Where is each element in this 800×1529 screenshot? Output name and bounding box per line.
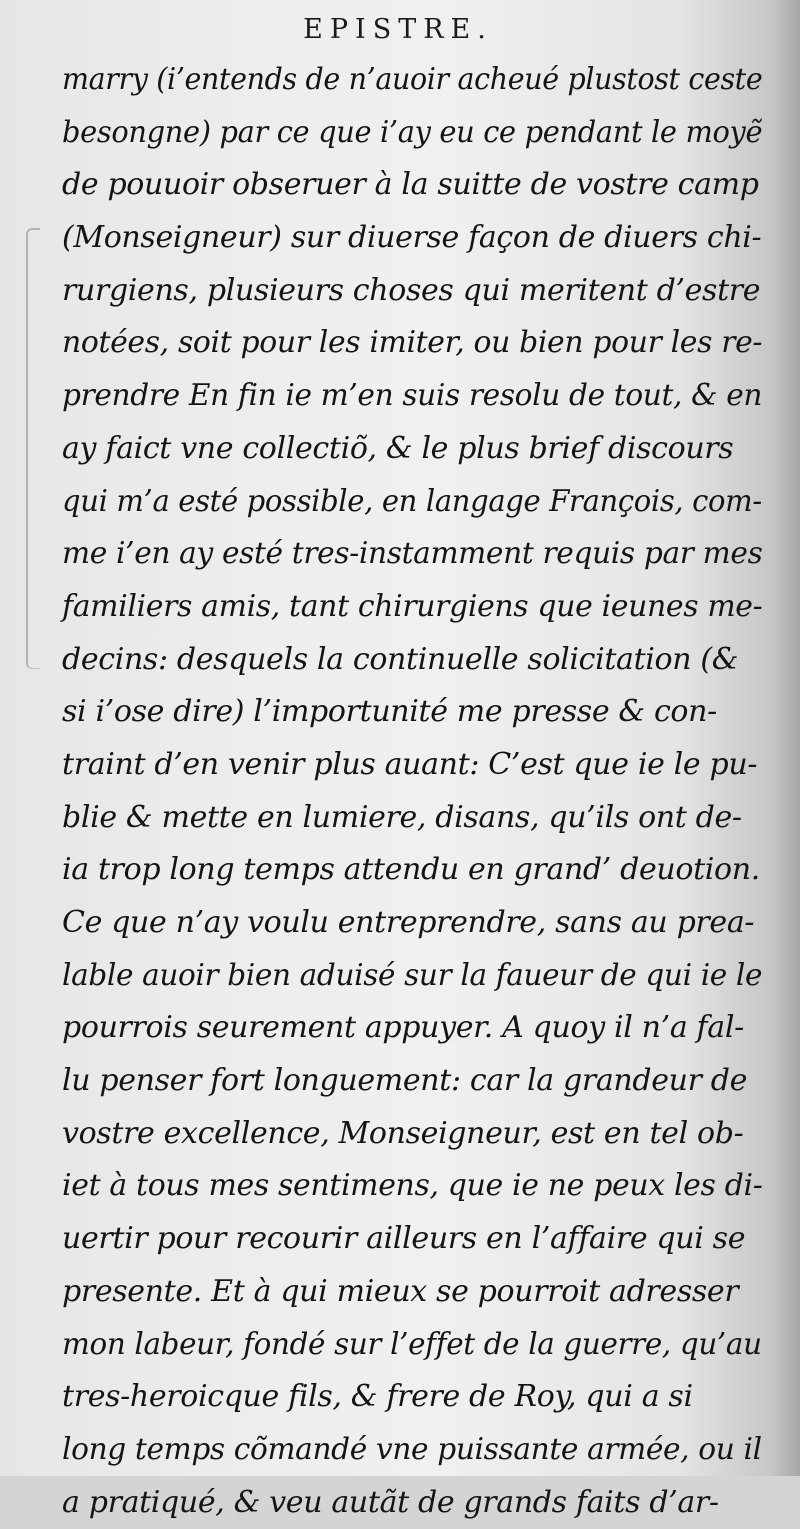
text-line: besongne) par ce que i’ay eu ce pendant le moyẽ	[62, 114, 763, 150]
text-line: presente. Et à qui mieux se pourroit adresser	[62, 1273, 739, 1309]
text-line: decins: desquels la continuelle solicitation (&	[62, 641, 739, 677]
text-line: long temps cõmandé vne puissante armée, ou il	[62, 1431, 762, 1467]
text-line: de pouuoir obseruer à la suitte de vostre camp	[62, 167, 759, 203]
text-line: pourrois seurement appuyer. A quoy il n’a fal-	[62, 1010, 744, 1046]
text-line: notées, soit pour les imiter, ou bien pour les re-	[62, 325, 763, 361]
text-line: Ce que n’ay voulu entreprendre, sans au prea-	[62, 905, 755, 940]
page-edge-shadow	[772, 0, 800, 1476]
margin-bracket-mark	[26, 228, 40, 669]
text-line: vostre excellence, Monseigneur, est en tel ob-	[62, 1115, 744, 1151]
text-line: lable auoir bien aduisé sur la faueur de qui ie le	[62, 957, 763, 993]
text-line: prendre En fin ie m’en suis resolu de tout, & en	[62, 378, 763, 414]
text-line: si i’ose dire) l’importunité me presse & con-	[62, 694, 717, 730]
text-line: ia trop long temps attendu en grand’ deuotion.	[62, 852, 760, 888]
text-line: tres-heroicque fils, & frere de Roy, qui a si	[62, 1379, 693, 1415]
text-line: lu penser fort longuement: car la grandeur de	[62, 1063, 748, 1099]
text-line: qui m’a esté possible, en langage François, com-	[62, 483, 762, 519]
text-line: traint d’en venir plus auant: C’est que ie le pu-	[62, 746, 758, 782]
text-line: me i’en ay esté tres-instamment requis par mes	[62, 536, 763, 572]
running-header: EPISTRE.	[303, 14, 493, 45]
text-line: ay faict vne collectiõ, & le plus brief discours	[62, 430, 734, 466]
text-line: rurgiens, plusieurs choses qui meritent d’estre	[62, 272, 761, 308]
text-line: (Monseigneur) sur diuerse façon de diuers chi-	[62, 220, 762, 256]
text-line: uertir pour recourir ailleurs en l’affaire qui se	[62, 1221, 746, 1257]
text-line: blie & mette en lumiere, disans, qu’ils ont de-	[62, 799, 742, 835]
text-line: mon labeur, fondé sur l’effet de la guerre, qu’au	[62, 1326, 762, 1362]
text-line: marry (i’entends de n’auoir acheué plustost ceste	[62, 62, 763, 97]
text-line: familiers amis, tant chirurgiens que ieunes me-	[62, 588, 763, 624]
body-text	[62, 54, 762, 1529]
text-line: iet à tous mes sentimens, que ie ne peux les di-	[62, 1168, 763, 1204]
text-line: a pratiqué, & veu autãt de grands faits d’ar-	[62, 1484, 719, 1520]
